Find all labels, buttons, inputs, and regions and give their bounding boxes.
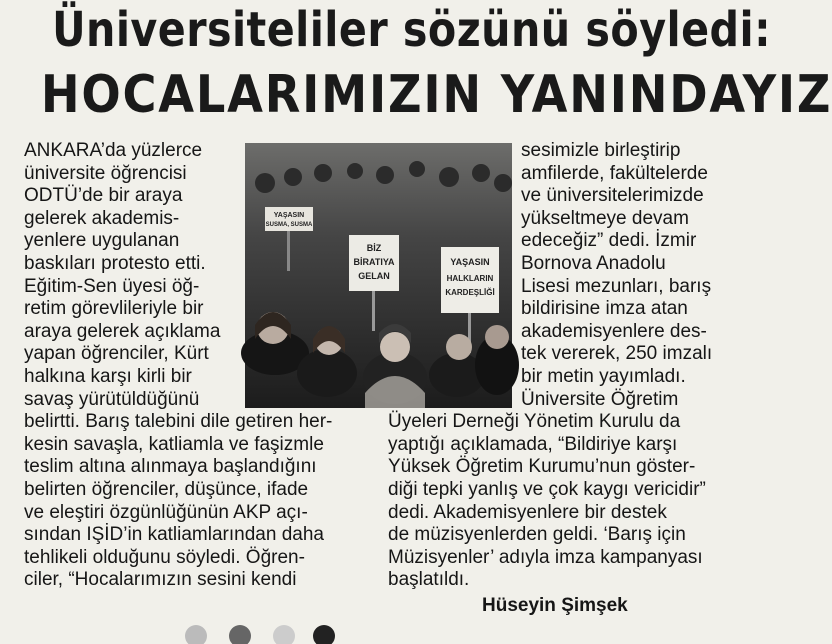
article-line: ODTÜ’de bir araya (24, 185, 183, 207)
article-line: halkına karşı kirli bir (24, 366, 192, 387)
article-line: bildirisine imza atan (521, 298, 688, 320)
article-line: baskıları protesto etti. (24, 253, 206, 274)
article-line: Yüksek Öğretim Kurumu’nun göster- (388, 456, 696, 478)
article-line: ve eleştiri özgünlüğünün AKP açı- (24, 501, 308, 523)
headline-line-1: Üniversiteliler sözünü söyledi: (52, 2, 772, 58)
article-line: kesin savaşla, katliamla ve faşizmle (24, 433, 324, 455)
article-line: Eğitim-Sen üyesi öğ- (24, 275, 200, 297)
article-line: sından IŞİD’in katliamlarından daha (24, 524, 324, 546)
article-line: dedi. Akademisyenlere bir destek (388, 501, 667, 523)
article-line: yenlere uygulanan (24, 230, 180, 252)
svg-text:SUSMA, SUSMA: SUSMA, SUSMA (265, 222, 313, 228)
svg-text:BİZ: BİZ (366, 243, 382, 253)
article-line: Üniversite Öğretim (521, 388, 679, 410)
article-line: araya gelerek açıklama (24, 320, 221, 342)
article-line: başlatıldı. (388, 569, 470, 591)
article-line: gelerek akademis- (24, 207, 180, 229)
article-line: üniversite öğrencisi (24, 162, 187, 184)
article-line: savaş yürütüldüğünü (24, 388, 200, 410)
protest-photo (245, 143, 512, 408)
article-line: teslim altına alınmaya başlandığını (24, 456, 317, 478)
article-line: de müzisyenlerden geldi. ‘Barış için (388, 524, 686, 546)
article-line: tek vererek, 250 imzalı (521, 343, 713, 365)
svg-text:KARDEŞLİĞİ: KARDEŞLİĞİ (445, 288, 495, 297)
article-line: Müzisyenler’ adıyla imza kampanyası (388, 546, 703, 568)
article-line: akademisyenlere des- (521, 320, 707, 342)
article-line: retim görevlileriyle bir (24, 298, 204, 320)
decorative-dots (0, 624, 744, 640)
svg-text:HALKLARIN: HALKLARIN (446, 274, 494, 283)
article-line: Bornova Anadolu (521, 253, 666, 274)
svg-text:GELAN: GELAN (358, 271, 390, 281)
byline: Hüseyin Şimşek (482, 595, 628, 616)
svg-text:YAŞASIN: YAŞASIN (273, 212, 305, 219)
article-line: ve üniversitelerimizde (521, 185, 704, 207)
article-line: yükseltmeye devam (521, 207, 689, 229)
article-line: diği tepki yanlış ve çok kaygı vericidir” (388, 479, 706, 500)
article-line: Üyeleri Derneği Yönetim Kurulu da (388, 411, 681, 433)
article-line: amfilerde, fakültelerde (521, 162, 708, 184)
article-line: bir metin yayımladı. (521, 366, 686, 387)
article-line: tehlikeli olduğunu söyledi. Öğren- (24, 546, 305, 568)
article-line: sesimizle birleştirip (521, 140, 681, 161)
article-line: ciler, “Hocalarımızın sesini kendi (24, 569, 297, 591)
article-line: ANKARA’da yüzlerce (24, 140, 203, 161)
article-line: belirten öğrenciler, düşünce, ifade (24, 479, 309, 500)
article-line: yaptığı açıklamada, “Bildiriye karşı (388, 433, 678, 455)
article-line: belirtti. Barış talebini dile getiren her- (24, 411, 333, 433)
headline-line-2: HOCALARIMIZIN YANINDAYIZ (40, 65, 832, 125)
article-line: edeceğiz” dedi. İzmir (521, 230, 697, 252)
svg-text:BİRATIYA: BİRATIYA (353, 257, 395, 267)
article-line: Lisesi mezunları, barış (521, 275, 712, 297)
article-line: yapan öğrenciler, Kürt (24, 343, 209, 365)
svg-text:YAŞASIN: YAŞASIN (450, 257, 490, 267)
